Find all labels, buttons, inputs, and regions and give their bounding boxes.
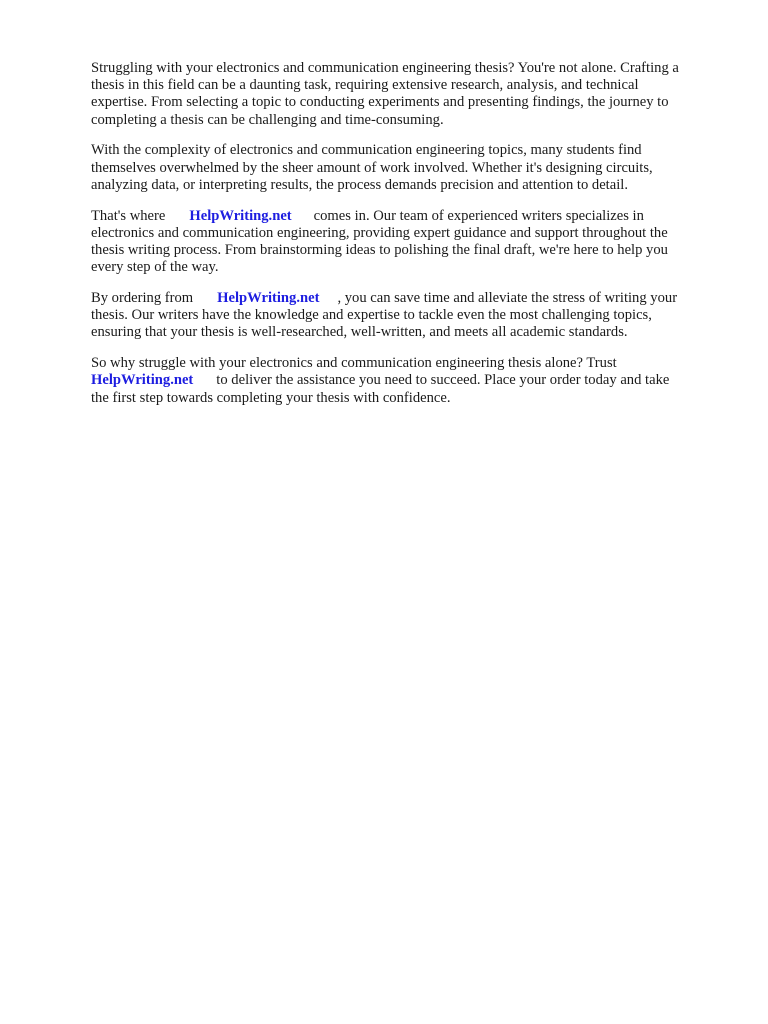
text-line <box>91 372 731 389</box>
paragraph-closing <box>91 355 731 407</box>
text-line: every step of the way. <box>91 259 219 276</box>
text-fragment: comes in. Our team of experienced writers specializes in <box>313 207 644 224</box>
text-line <box>91 290 731 307</box>
helpwriting-link[interactable]: HelpWriting.net <box>91 372 194 389</box>
text-line: thesis writing process. From brainstorming ideas to polishing the final draft, we're here to help you <box>91 242 668 259</box>
text-fragment: That's where <box>91 207 166 224</box>
paragraph-ordering <box>91 290 731 342</box>
text-line: thesis. Our writers have the knowledge and expertise to tackle even the most challenging topics, <box>91 307 652 324</box>
text-line: thesis in this field can be a daunting task, requiring extensive research, analysis, and technical <box>91 77 639 94</box>
helpwriting-link[interactable]: HelpWriting.net <box>217 290 320 307</box>
text-fragment: , you can save time and alleviate the stress of writing your <box>337 290 678 307</box>
text-line: themselves overwhelmed by the sheer amount of work involved. Whether it's designing circuits, <box>91 159 653 176</box>
text-fragment: to deliver the assistance you need to succeed. Place your order today and take <box>216 372 670 389</box>
paragraph-service <box>91 208 731 277</box>
helpwriting-link[interactable]: HelpWriting.net <box>189 207 292 224</box>
text-line: ensuring that your thesis is well-researched, well-written, and meets all academic standards. <box>91 324 628 341</box>
text-line: So why struggle with your electronics and communication engineering thesis alone? Trust <box>91 355 617 372</box>
paragraph-intro <box>91 60 731 129</box>
text-line: the first step towards completing your thesis with confidence. <box>91 389 451 406</box>
document-body <box>91 60 731 420</box>
text-line: analyzing data, or interpreting results, the process demands precision and attention to detail. <box>91 176 628 193</box>
text-line: With the complexity of electronics and communication engineering topics, many students find <box>91 142 642 159</box>
text-line: electronics and communication engineering, providing expert guidance and support throughout the <box>91 224 668 241</box>
text-line: completing a thesis can be challenging and time-consuming. <box>91 111 444 128</box>
text-line <box>91 208 731 225</box>
paragraph-complexity <box>91 142 731 194</box>
text-line: Struggling with your electronics and communication engineering thesis? You're not alone. Crafting a <box>91 60 679 76</box>
text-line: expertise. From selecting a topic to conducting experiments and presenting findings, the journey to <box>91 94 669 111</box>
text-fragment: By ordering from <box>91 290 194 307</box>
